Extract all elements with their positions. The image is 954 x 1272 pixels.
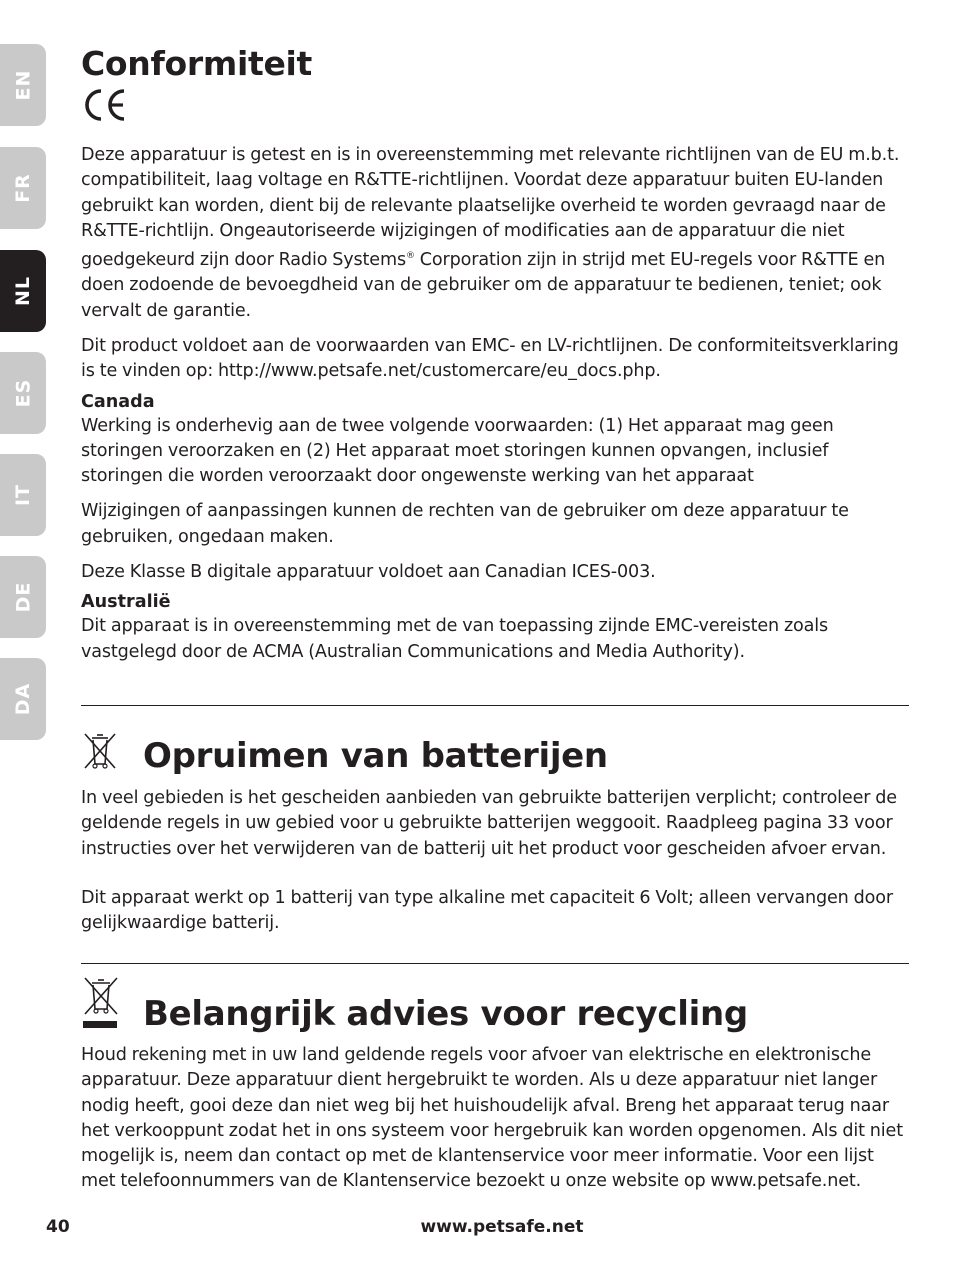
canada-text-2: Wijzigingen of aanpassingen kunnen de rechten van de gebruiker om deze apparatuur te gebruiken, ongedaan maken.	[81, 501, 849, 547]
canada-text-3: Deze Klasse B digitale apparatuur voldoet aan Canadian ICES-003.	[81, 562, 656, 583]
footer-url[interactable]: www.petsafe.net	[420, 1217, 584, 1237]
divider	[81, 963, 909, 964]
tab-nl[interactable]	[0, 250, 46, 332]
tab-label: FR	[11, 173, 34, 203]
tab-label: IT	[12, 483, 34, 507]
tab-label: EN	[11, 69, 34, 101]
conformity-section	[81, 44, 909, 84]
tab-label: NL	[11, 275, 34, 307]
australia-heading: Australië	[81, 592, 171, 613]
tab-it[interactable]	[0, 454, 46, 536]
batteries-title: Opruimen van batterijen	[143, 736, 608, 776]
tab-de[interactable]	[0, 556, 46, 638]
tab-en[interactable]	[0, 44, 46, 126]
conformity-paragraph-2: Dit product voldoet aan de voorwaarden van EMC- en LV-richtlijnen. De conformiteitsverklaring is te vinden op: http://www.petsafe.net/customercare/eu_docs.php.	[81, 335, 899, 382]
recycling-title: Belangrijk advies voor recycling	[143, 994, 748, 1034]
tab-label: DE	[11, 581, 34, 613]
recycling-text: Houd rekening met in uw land geldende regels voor afvoer van elektrische en elektronische apparatuur. Deze apparatuur dient hergebruikt te worden. Als u deze apparatuur niet langer nodig heeft, gooi deze dan niet weg bij het huishoudelijk afval. Breng het apparaat terug naar het verkooppunt zodat het in ons systeem voor hergebruik kan worden opgenomen. Als dit niet mogelijk is, neem dan contact op met de klantenservice voor meer informatie. Voor een lijst met telefoonnummers van de Klantenservice bezoekt u onze website op www.petsafe.net.	[81, 1045, 903, 1192]
canada-heading: Canada	[81, 391, 155, 412]
batteries-text-1: In veel gebieden is het gescheiden aanbieden van gebruikte batterijen verplicht; controleer de geldende regels in uw gebied voor u gebruikte batterijen weggooit. Raadpleeg pagina 33 voor instructies over het verwijderen van de batterij uit het product voor gescheiden afvoer ervan.	[81, 788, 897, 859]
canada-text-1: Werking is onderhevig aan de twee volgende voorwaarden: (1) Het apparaat mag geen storingen veroorzaken en (2) Het apparaat moet storingen kunnen opvangen, inclusief storingen die worden veroorzaakt door ongewenste werking van het apparaat	[81, 415, 834, 487]
recycling-body	[81, 1043, 909, 1195]
tab-label: ES	[11, 378, 34, 408]
tab-da[interactable]	[0, 658, 46, 740]
conformity-paragraph-1: Deze apparatuur is getest en is in overeenstemming met relevante richtlijnen van de EU m.b.t. compatibiliteit, laag voltage en R&TTE-richtlijnen. Voordat deze apparatuur buiten EU-landen gebruikt kan worden, dient bij de relevante plaatselijke overheid te worden gevraagd naar de R&TTE-richtlijn. Ongeautoriseerde wijzigingen of modificaties aan de apparatuur die niet goedgekeurd zijn door Radio Systems® Corporation zijn in strijd met EU-regels voor R&TTE en doen zodoende de bevoegdheid van de gebruiker om de apparatuur te bedienen, teniet; ook vervalt de garantie.	[81, 145, 900, 321]
registered-mark: ®	[405, 251, 415, 262]
australia-text: Dit apparaat is in overeenstemming met de van toepassing zijnde EMC-vereisten zoals vastgelegd door de ACMA (Australian Communications and Media Authority).	[81, 616, 829, 662]
tab-label: DA	[11, 682, 34, 716]
ce-mark-icon	[82, 87, 128, 123]
tab-es[interactable]	[0, 352, 46, 434]
page-number: 40	[46, 1217, 70, 1237]
tab-fr[interactable]	[0, 147, 46, 229]
conformity-body	[81, 143, 909, 665]
weee-bin-icon	[81, 974, 121, 1032]
batteries-text-2: Dit apparaat werkt op 1 batterij van type alkaline met capaciteit 6 Volt; alleen vervangen door gelijkwaardige batterij.	[81, 887, 893, 934]
batteries-body	[81, 786, 909, 936]
divider	[81, 705, 909, 706]
conformity-title: Conformiteit	[81, 44, 313, 83]
crossed-bin-icon	[81, 730, 119, 770]
